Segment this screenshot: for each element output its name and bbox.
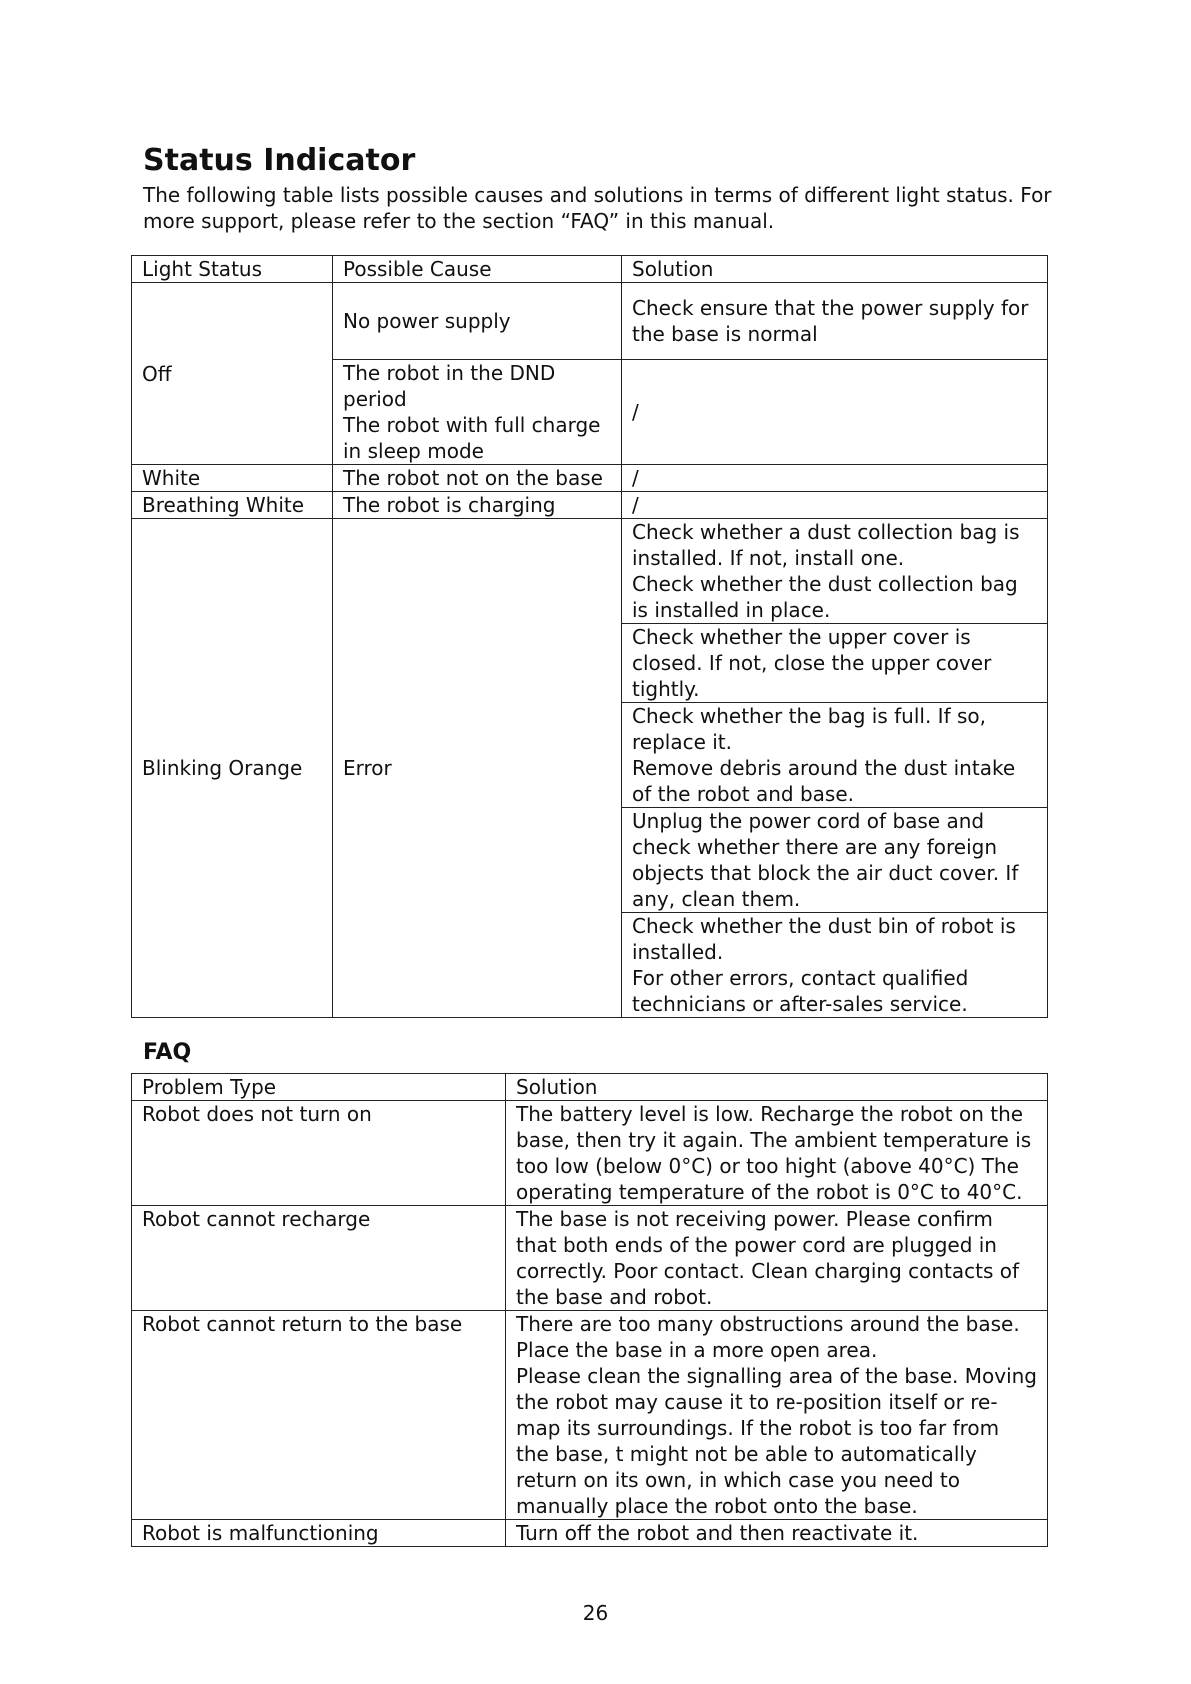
solution-line: Unplug the power cord of base and check whether there are any foreign objects that block the air duct cover. If any, clean them. <box>632 809 1019 911</box>
table-header-row <box>132 1074 1048 1101</box>
solution-line: Check whether the upper cover is closed. If not, close the upper cover tightly. <box>632 625 992 701</box>
solution-dust-bin <box>622 913 1048 1018</box>
faq-table <box>131 1073 1048 1547</box>
faq-problem: Robot is malfunctioning <box>132 1520 506 1547</box>
faq-problem: Robot does not turn on <box>132 1101 506 1206</box>
faq-solution <box>506 1311 1048 1520</box>
cause-sleep-line: The robot with full charge in sleep mode <box>343 413 601 463</box>
cause-error: Error <box>333 519 622 1018</box>
solution-line: Check whether the dust bin of robot is installed. <box>632 914 1016 964</box>
table-row <box>132 519 1048 624</box>
solution-line: The battery level is low. Recharge the robot on the base, then try it again. The ambient temperature is too low (below 0°C) or too hight (above 40°C) The operating temperature of the robot is 0°C to 40°C. <box>516 1102 1032 1204</box>
header-light-status: Light Status <box>132 256 333 283</box>
header-possible-cause: Possible Cause <box>333 256 622 283</box>
solution-line: Remove debris around the dust intake of the robot and base. <box>632 756 1016 806</box>
solution-check-power: Check ensure that the power supply for the base is normal <box>622 283 1048 360</box>
faq-problem: Robot cannot return to the base <box>132 1311 506 1520</box>
solution-line: There are too many obstructions around the base. Place the base in a more open area. <box>516 1312 1020 1362</box>
solution-line: Turn off the robot and then reactivate it. <box>516 1521 919 1545</box>
header-solution: Solution <box>622 256 1048 283</box>
solution-line: Check whether a dust collection bag is installed. If not, install one. <box>632 520 1020 570</box>
solution-air-duct <box>622 808 1048 913</box>
status-white: White <box>132 465 333 492</box>
solution-dust-bag <box>622 519 1048 624</box>
page-title: Status Indicator <box>143 143 416 178</box>
header-problem-type: Problem Type <box>132 1074 506 1101</box>
status-indicator-table <box>131 255 1048 1018</box>
status-off: Off <box>132 283 333 465</box>
status-blinking-orange: Blinking Orange <box>132 519 333 1018</box>
table-row <box>132 492 1048 519</box>
table-header-row <box>132 256 1048 283</box>
solution-none: / <box>622 492 1048 519</box>
cause-charging: The robot is charging <box>333 492 622 519</box>
solution-none: / <box>622 465 1048 492</box>
table-row <box>132 1311 1048 1520</box>
faq-problem: Robot cannot recharge <box>132 1206 506 1311</box>
faq-solution <box>506 1101 1048 1206</box>
cause-not-on-base: The robot not on the base <box>333 465 622 492</box>
solution-upper-cover <box>622 624 1048 703</box>
cause-no-power: No power supply <box>333 283 622 360</box>
status-breathing-white: Breathing White <box>132 492 333 519</box>
page-number: 26 <box>582 1601 609 1625</box>
solution-line: Please clean the signalling area of the base. Moving the robot may cause it to re-position itself or re-map its surroundings. If the robot is too far from the base, t might not be able to automatically return on its own, in which case you need to manually place the robot onto the base. <box>516 1364 1038 1518</box>
solution-bag-full <box>622 703 1048 808</box>
table-row <box>132 1206 1048 1311</box>
cause-dnd-sleep <box>333 360 622 465</box>
cause-dnd-line: The robot in the DND period <box>343 361 556 411</box>
intro-paragraph: The following table lists possible causes and solutions in terms of different light status. For more support, please refer to the section “FAQ” in this manual. <box>143 183 1052 233</box>
table-row <box>132 1101 1048 1206</box>
faq-title: FAQ <box>143 1040 192 1065</box>
solution-line: For other errors, contact qualified technicians or after-sales service. <box>632 966 969 1016</box>
header-solution: Solution <box>506 1074 1048 1101</box>
solution-line: The base is not receiving power. Please confirm that both ends of the power cord are plugged in correctly. Poor contact. Clean charging contacts of the base and robot. <box>516 1207 1020 1309</box>
solution-line: Check whether the bag is full. If so, replace it. <box>632 704 986 754</box>
faq-solution <box>506 1206 1048 1311</box>
solution-line: Check whether the dust collection bag is installed in place. <box>632 572 1018 622</box>
solution-none: / <box>622 360 1048 465</box>
faq-solution <box>506 1520 1048 1547</box>
table-row <box>132 465 1048 492</box>
table-row <box>132 283 1048 360</box>
table-row <box>132 1520 1048 1547</box>
